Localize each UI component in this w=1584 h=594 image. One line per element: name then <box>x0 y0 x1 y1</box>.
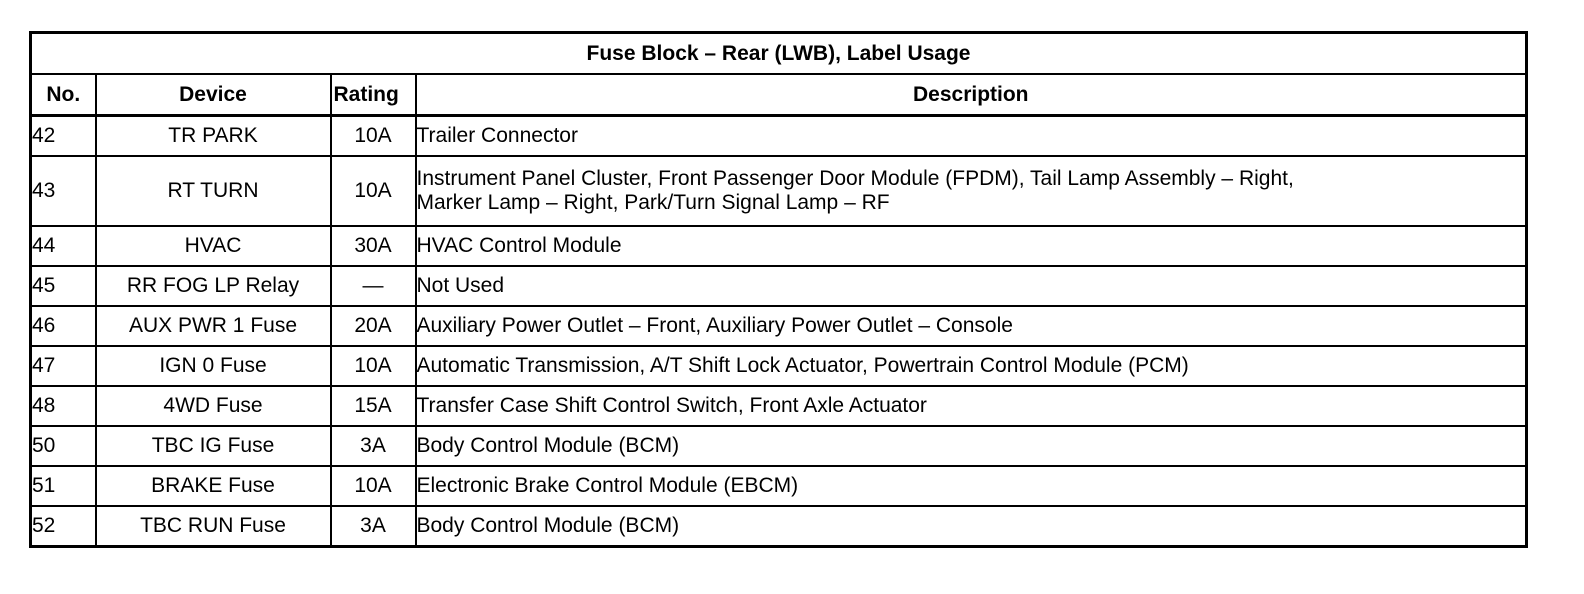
column-header-description: Description <box>416 74 1527 116</box>
cell-no: 44 <box>31 226 96 266</box>
cell-rating: 10A <box>331 346 416 386</box>
table-row <box>31 466 1527 506</box>
cell-description: Transfer Case Shift Control Switch, Front Axle Actuator <box>416 386 1527 426</box>
description-line-2: Marker Lamp – Right, Park/Turn Signal Lamp – RF <box>416 191 890 214</box>
cell-device: BRAKE Fuse <box>96 466 331 506</box>
cell-no: 46 <box>31 306 96 346</box>
cell-rating: 3A <box>331 426 416 466</box>
fuse-table <box>29 31 1528 548</box>
cell-device: AUX PWR 1 Fuse <box>96 306 331 346</box>
cell-description: HVAC Control Module <box>416 226 1527 266</box>
cell-no: 43 <box>31 156 96 226</box>
cell-rating: 10A <box>331 466 416 506</box>
cell-description: Not Used <box>416 266 1527 306</box>
cell-device: TR PARK <box>96 116 331 157</box>
cell-device: TBC RUN Fuse <box>96 506 331 547</box>
description-line-1: Instrument Panel Cluster, Front Passenger Door Module (FPDM), Tail Lamp Assembly – Right, <box>416 167 1294 190</box>
column-header-device: Device <box>96 74 331 116</box>
cell-no: 51 <box>31 466 96 506</box>
cell-no: 48 <box>31 386 96 426</box>
cell-no: 52 <box>31 506 96 547</box>
table-row <box>31 266 1527 306</box>
column-header-rating: Rating <box>331 74 416 116</box>
cell-device: IGN 0 Fuse <box>96 346 331 386</box>
cell-device: RR FOG LP Relay <box>96 266 331 306</box>
table-row <box>31 116 1527 157</box>
cell-description: Electronic Brake Control Module (EBCM) <box>416 466 1527 506</box>
table-row <box>31 506 1527 547</box>
cell-rating: 30A <box>331 226 416 266</box>
table-row <box>31 226 1527 266</box>
cell-device: TBC IG Fuse <box>96 426 331 466</box>
cell-description <box>416 156 1527 226</box>
cell-rating: 3A <box>331 506 416 547</box>
table-title: Fuse Block – Rear (LWB), Label Usage <box>31 33 1527 75</box>
table-header-row <box>31 74 1527 116</box>
cell-no: 42 <box>31 116 96 157</box>
column-header-no: No. <box>31 74 96 116</box>
table-title-row <box>31 33 1527 75</box>
cell-description: Auxiliary Power Outlet – Front, Auxiliary Power Outlet – Console <box>416 306 1527 346</box>
cell-description: Trailer Connector <box>416 116 1527 157</box>
cell-rating: 20A <box>331 306 416 346</box>
cell-no: 47 <box>31 346 96 386</box>
table-row <box>31 426 1527 466</box>
cell-device: 4WD Fuse <box>96 386 331 426</box>
cell-description: Body Control Module (BCM) <box>416 506 1527 547</box>
cell-device: HVAC <box>96 226 331 266</box>
cell-rating: 10A <box>331 156 416 226</box>
cell-device: RT TURN <box>96 156 331 226</box>
cell-rating: 10A <box>331 116 416 157</box>
table-row <box>31 156 1527 226</box>
cell-description: Body Control Module (BCM) <box>416 426 1527 466</box>
cell-rating: 15A <box>331 386 416 426</box>
cell-description: Automatic Transmission, A/T Shift Lock Actuator, Powertrain Control Module (PCM) <box>416 346 1527 386</box>
cell-rating: — <box>331 266 416 306</box>
table-row <box>31 386 1527 426</box>
table-row <box>31 306 1527 346</box>
table-row <box>31 346 1527 386</box>
cell-no: 45 <box>31 266 96 306</box>
cell-no: 50 <box>31 426 96 466</box>
